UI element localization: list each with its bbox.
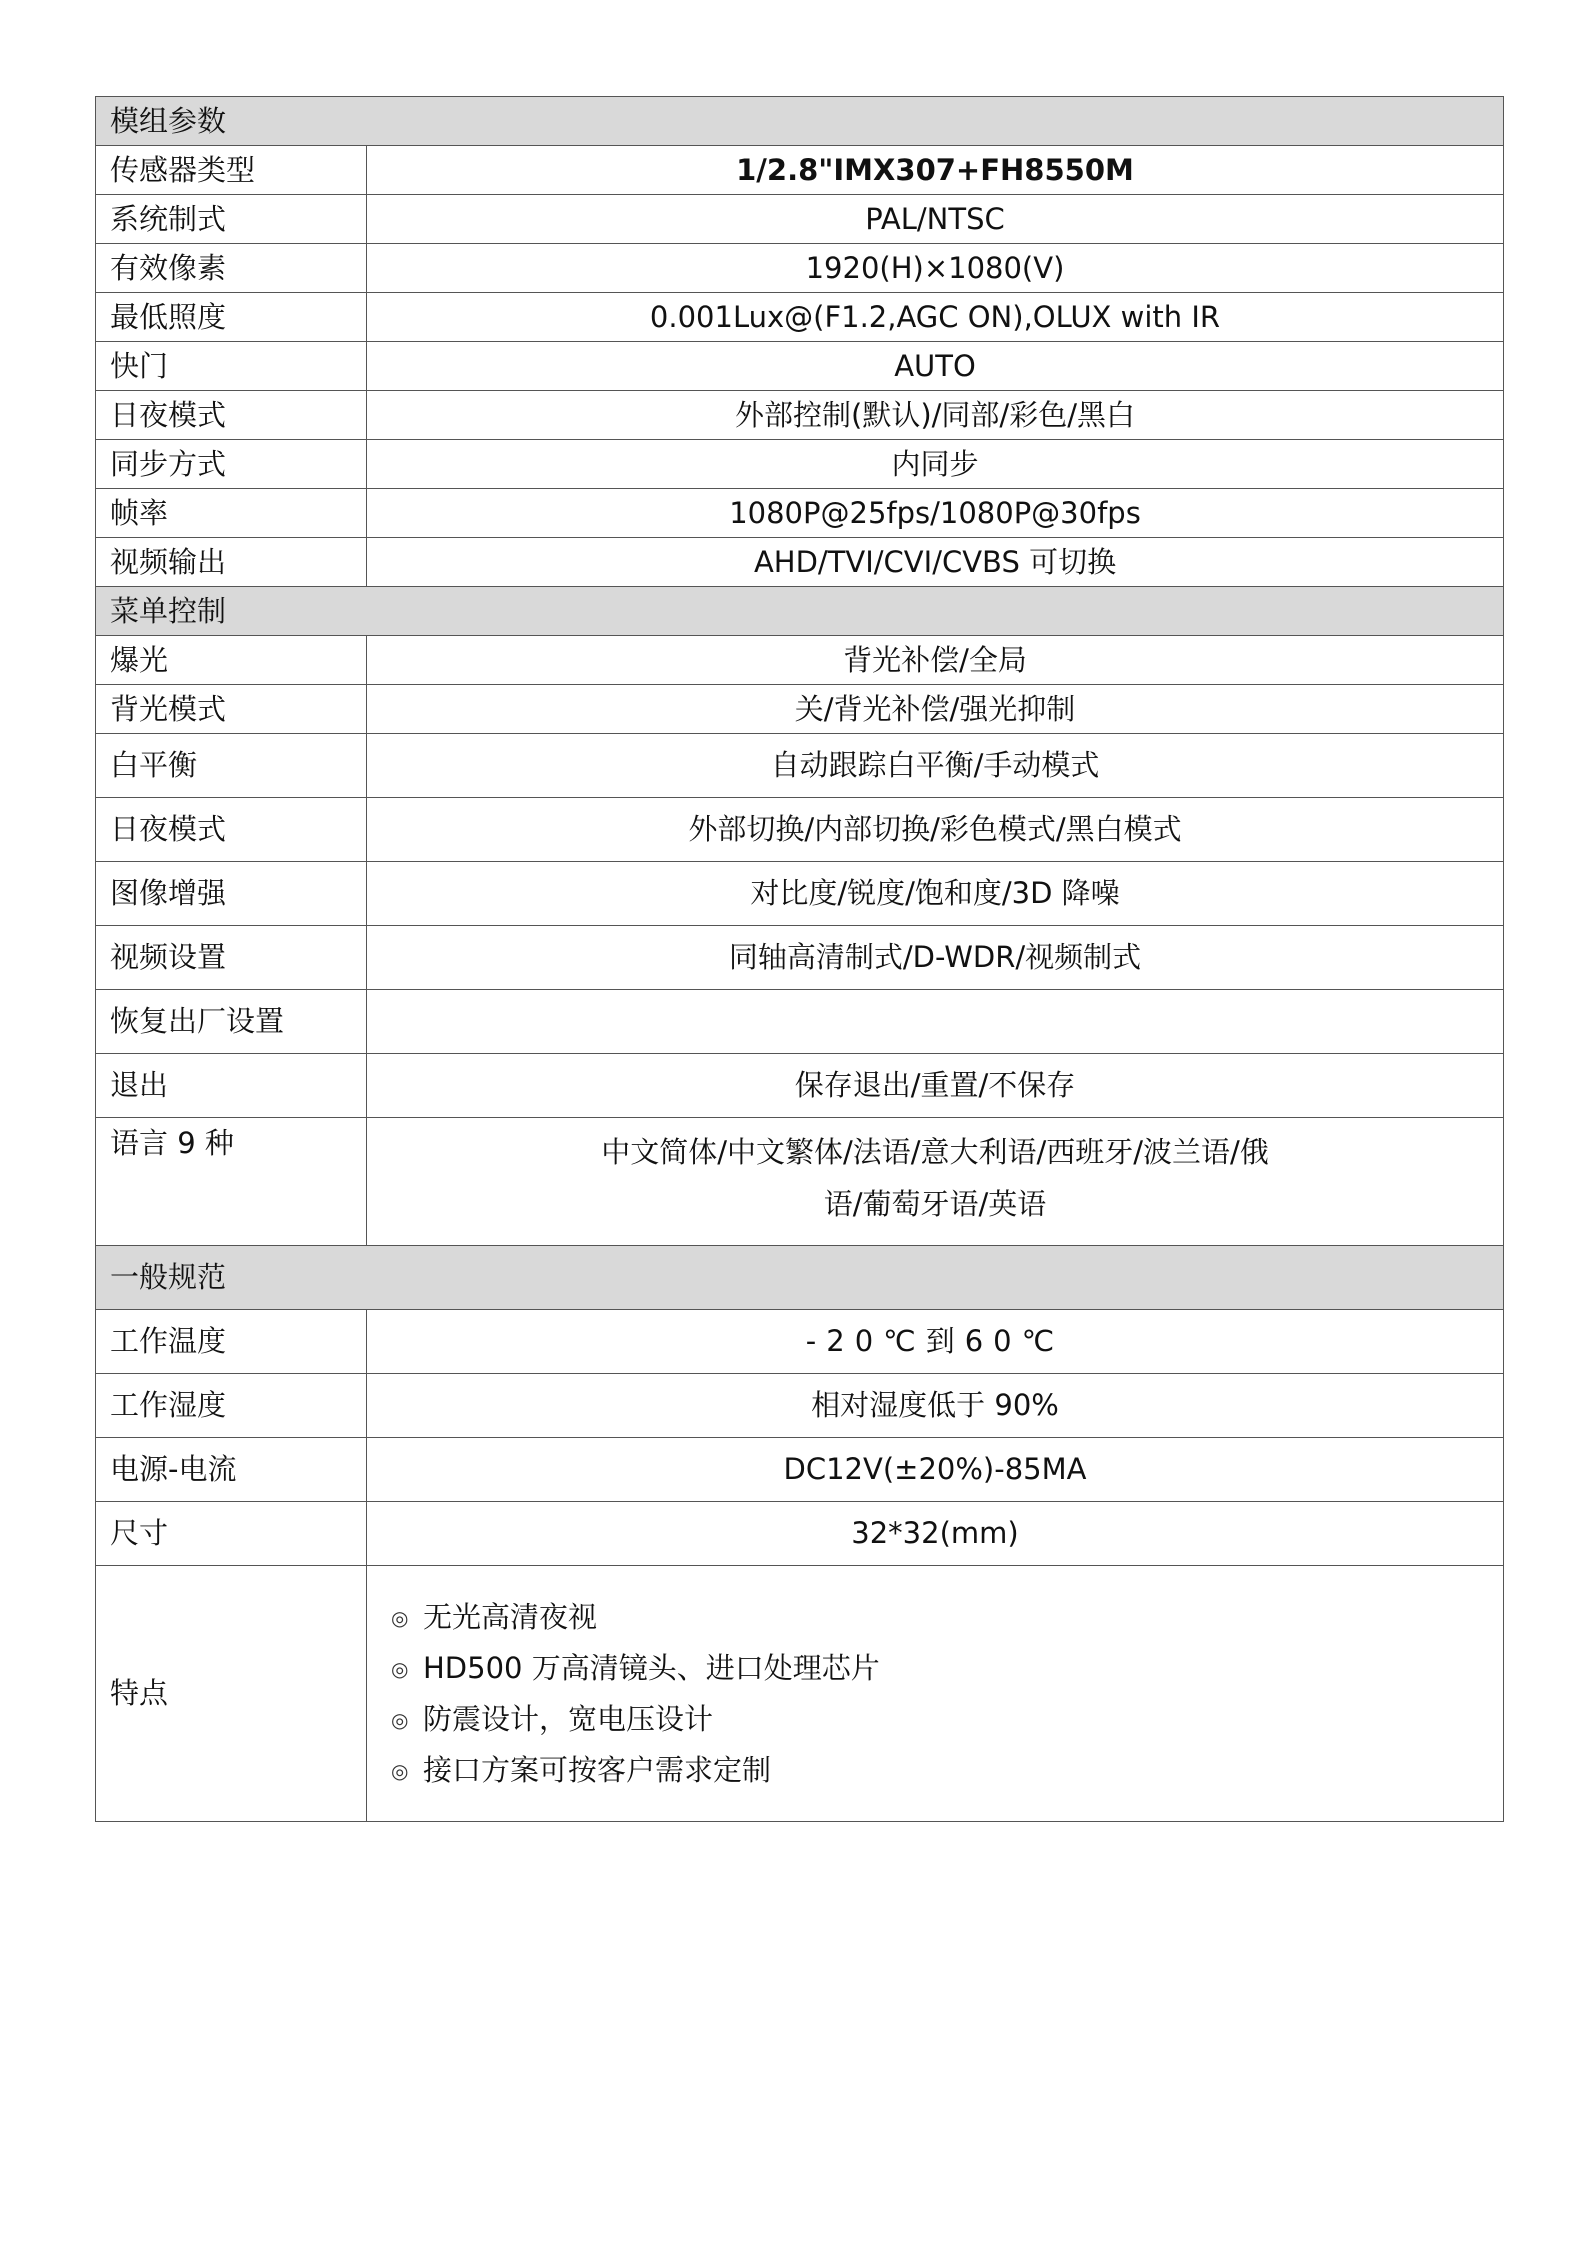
row-label: 退出 — [96, 1054, 367, 1118]
table-row — [96, 636, 1504, 685]
row-label: 爆光 — [96, 636, 367, 685]
table-row — [96, 734, 1504, 798]
table-row — [96, 440, 1504, 489]
spec-table — [95, 96, 1504, 1822]
row-label: 尺寸 — [96, 1502, 367, 1566]
table-row — [96, 538, 1504, 587]
row-value: AUTO — [367, 342, 1504, 391]
row-value: 相对湿度低于 90% — [367, 1374, 1504, 1438]
row-value: AHD/TVI/CVI/CVBS 可切换 — [367, 538, 1504, 587]
row-label: 工作湿度 — [96, 1374, 367, 1438]
feature-text: 防震设计，宽电压设计 — [423, 1701, 714, 1736]
bullet-icon: ◎ — [391, 1606, 409, 1630]
row-value: 对比度/锐度/饱和度/3D 降噪 — [367, 862, 1504, 926]
row-label: 工作温度 — [96, 1310, 367, 1374]
table-row — [96, 489, 1504, 538]
section-title: 模组参数 — [96, 97, 1504, 146]
section-header-menu — [96, 587, 1504, 636]
language-list-line: 语/葡萄牙语/英语 — [823, 1187, 1047, 1221]
row-value — [367, 990, 1504, 1054]
row-label: 快门 — [96, 342, 367, 391]
row-value: 1080P@25fps/1080P@30fps — [367, 489, 1504, 538]
table-row — [96, 1054, 1504, 1118]
feature-item — [391, 1643, 1489, 1694]
feature-text: 接口方案可按客户需求定制 — [423, 1752, 772, 1787]
table-row — [96, 342, 1504, 391]
table-row — [96, 1374, 1504, 1438]
table-row-features — [96, 1566, 1504, 1822]
table-row — [96, 1310, 1504, 1374]
table-row — [96, 244, 1504, 293]
row-label: 白平衡 — [96, 734, 367, 798]
table-row — [96, 391, 1504, 440]
bullet-icon: ◎ — [391, 1759, 409, 1783]
table-row-languages — [96, 1118, 1504, 1246]
row-label: 语言 9 种 — [96, 1118, 367, 1246]
table-row — [96, 1438, 1504, 1502]
row-label: 传感器类型 — [96, 146, 367, 195]
section-title: 菜单控制 — [96, 587, 1504, 636]
row-value: DC12V(±20%)-85MA — [367, 1438, 1504, 1502]
row-label: 系统制式 — [96, 195, 367, 244]
row-value: 同轴高清制式/D-WDR/视频制式 — [367, 926, 1504, 990]
row-label: 日夜模式 — [96, 391, 367, 440]
row-value: 0.001Lux@(F1.2,AGC ON),OLUX with IR — [367, 293, 1504, 342]
feature-text: HD500 万高清镜头、进口处理芯片 — [423, 1650, 880, 1685]
row-label: 日夜模式 — [96, 798, 367, 862]
bullet-icon: ◎ — [391, 1708, 409, 1732]
table-row — [96, 1502, 1504, 1566]
row-label: 恢复出厂设置 — [96, 990, 367, 1054]
row-label: 视频输出 — [96, 538, 367, 587]
row-value: 背光补偿/全局 — [367, 636, 1504, 685]
row-label: 帧率 — [96, 489, 367, 538]
feature-list — [381, 1592, 1489, 1796]
row-label: 背光模式 — [96, 685, 367, 734]
language-list-line: 中文简体/中文繁体/法语/意大利语/西班牙/波兰语/俄 — [601, 1135, 1269, 1169]
section-header-module — [96, 97, 1504, 146]
row-value: 32*32(mm) — [367, 1502, 1504, 1566]
table-row — [96, 685, 1504, 734]
row-label: 图像增强 — [96, 862, 367, 926]
row-value: 1920(H)×1080(V) — [367, 244, 1504, 293]
table-row — [96, 195, 1504, 244]
language-list — [367, 1118, 1504, 1246]
feature-cell — [367, 1566, 1504, 1822]
table-row — [96, 798, 1504, 862]
row-value: 保存退出/重置/不保存 — [367, 1054, 1504, 1118]
feature-item — [391, 1745, 1489, 1796]
section-header-general — [96, 1246, 1504, 1310]
row-label: 特点 — [96, 1566, 367, 1822]
bullet-icon: ◎ — [391, 1657, 409, 1681]
table-row — [96, 293, 1504, 342]
row-label: 视频设置 — [96, 926, 367, 990]
table-row — [96, 926, 1504, 990]
feature-item — [391, 1592, 1489, 1643]
row-label: 最低照度 — [96, 293, 367, 342]
row-label: 同步方式 — [96, 440, 367, 489]
section-title: 一般规范 — [96, 1246, 1504, 1310]
row-value: 外部控制(默认)/同部/彩色/黑白 — [367, 391, 1504, 440]
feature-item — [391, 1694, 1489, 1745]
table-row — [96, 862, 1504, 926]
row-value: PAL/NTSC — [367, 195, 1504, 244]
row-value: 外部切换/内部切换/彩色模式/黑白模式 — [367, 798, 1504, 862]
table-row — [96, 990, 1504, 1054]
row-value: 内同步 — [367, 440, 1504, 489]
row-label: 有效像素 — [96, 244, 367, 293]
row-value: 自动跟踪白平衡/手动模式 — [367, 734, 1504, 798]
row-value: -20℃到60℃ — [367, 1310, 1504, 1374]
row-value: 1/2.8"IMX307+FH8550M — [367, 146, 1504, 195]
row-label: 电源-电流 — [96, 1438, 367, 1502]
table-row — [96, 146, 1504, 195]
row-value: 关/背光补偿/强光抑制 — [367, 685, 1504, 734]
feature-text: 无光高清夜视 — [423, 1599, 598, 1634]
